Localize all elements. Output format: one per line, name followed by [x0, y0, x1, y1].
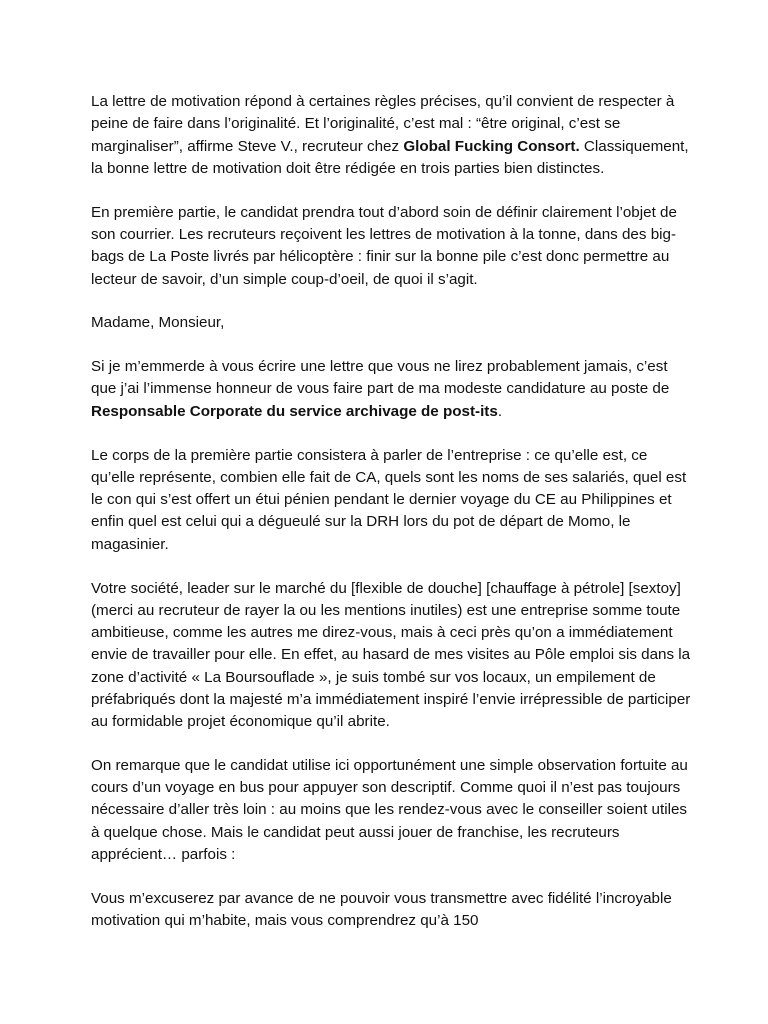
letter-opening	[91, 356, 691, 423]
letter-opening-text-end: .	[497, 402, 503, 420]
letter-company-praise: Votre société, leader sur le marché du [flexible de douche] [chauffage à pétrole] [sextoy] (merci au recruteur de rayer la ou les mentions inutiles) est une entreprise somme toute ambitieuse, comme les autres me direz-vous, mais à ceci près qu’on a immédiatement envie de travailler pour elle. En effet, au hasard de mes visites au Pôle emploi sis dans la zone d’activité « La Boursouflade », je suis tombé sur vos locaux, un empilement de préfabriqués dont la majesté m’a immédiatement inspiré l’envie irrépressible de participer au formidable projet économique qu’il abrite.	[91, 579, 691, 731]
paragraph-intro-text: La lettre de motivation répond à certaines règles précises, qu’il convient de respecter à peine de faire dans l’originalité. Et l’originalité, c’est mal : “être original, c’est se marginaliser”, affirme Steve V., recruteur chez	[91, 93, 675, 155]
letter-salutation: Madame, Monsieur,	[91, 314, 225, 332]
paragraph-first-part: En première partie, le candidat prendra tout d’abord soin de définir clairement l’objet de son courrier. Les recruteurs reçoivent les lettres de motivation à la tonne, dans des big-bags de La Poste livrés par hélicoptère : finir sur la bonne pile c’est donc permettre au lecteur de savoir, d’un simple coup-d’oeil, de quoi il s’agit.	[91, 203, 677, 288]
paragraph-company-body: Le corps de la première partie consistera à parler de l’entreprise : ce qu’elle est, ce qu’elle représente, combien elle fait de CA, quels sont les noms de ses salariés, quel est le con qui s’est offert un étui pénien pendant le dernier voyage du CE au Philippines et enfin quel est celui qui a dégueulé sur la DRH lors du pot de départ de Momo, le magasinier.	[91, 446, 687, 553]
document-page	[91, 91, 691, 954]
paragraph-observation: On remarque que le candidat utilise ici opportunément une simple observation fortuite au cours d’un voyage en bus pour appuyer son descriptif. Comme quoi il n’est pas toujours nécessaire d’aller très loin : au moins que les rendez-vous avec le conseiller soient utiles à quelque chose. Mais le candidat peut aussi jouer de franchise, les recruteurs apprécient… parfois :	[91, 756, 688, 863]
job-title: Responsable Corporate du service archivage de post-its	[91, 402, 498, 420]
company-name: Global Fucking Consort.	[403, 137, 580, 155]
letter-opening-text: Si je m’emmerde à vous écrire une lettre que vous ne lirez probablement jamais, c’est que j’ai l’immense honneur de vous faire part de ma modeste candidature au poste de	[91, 358, 670, 398]
letter-excuse: Vous m’excuserez par avance de ne pouvoir vous transmettre avec fidélité l’incroyable motivation qui m’habite, mais vous comprendrez qu’à 150	[91, 889, 672, 929]
paragraph-intro	[91, 91, 691, 180]
paragraph-intro-text-end: Classiquement, la bonne lettre de motivation doit être rédigée en trois parties bien distinctes.	[91, 137, 689, 177]
